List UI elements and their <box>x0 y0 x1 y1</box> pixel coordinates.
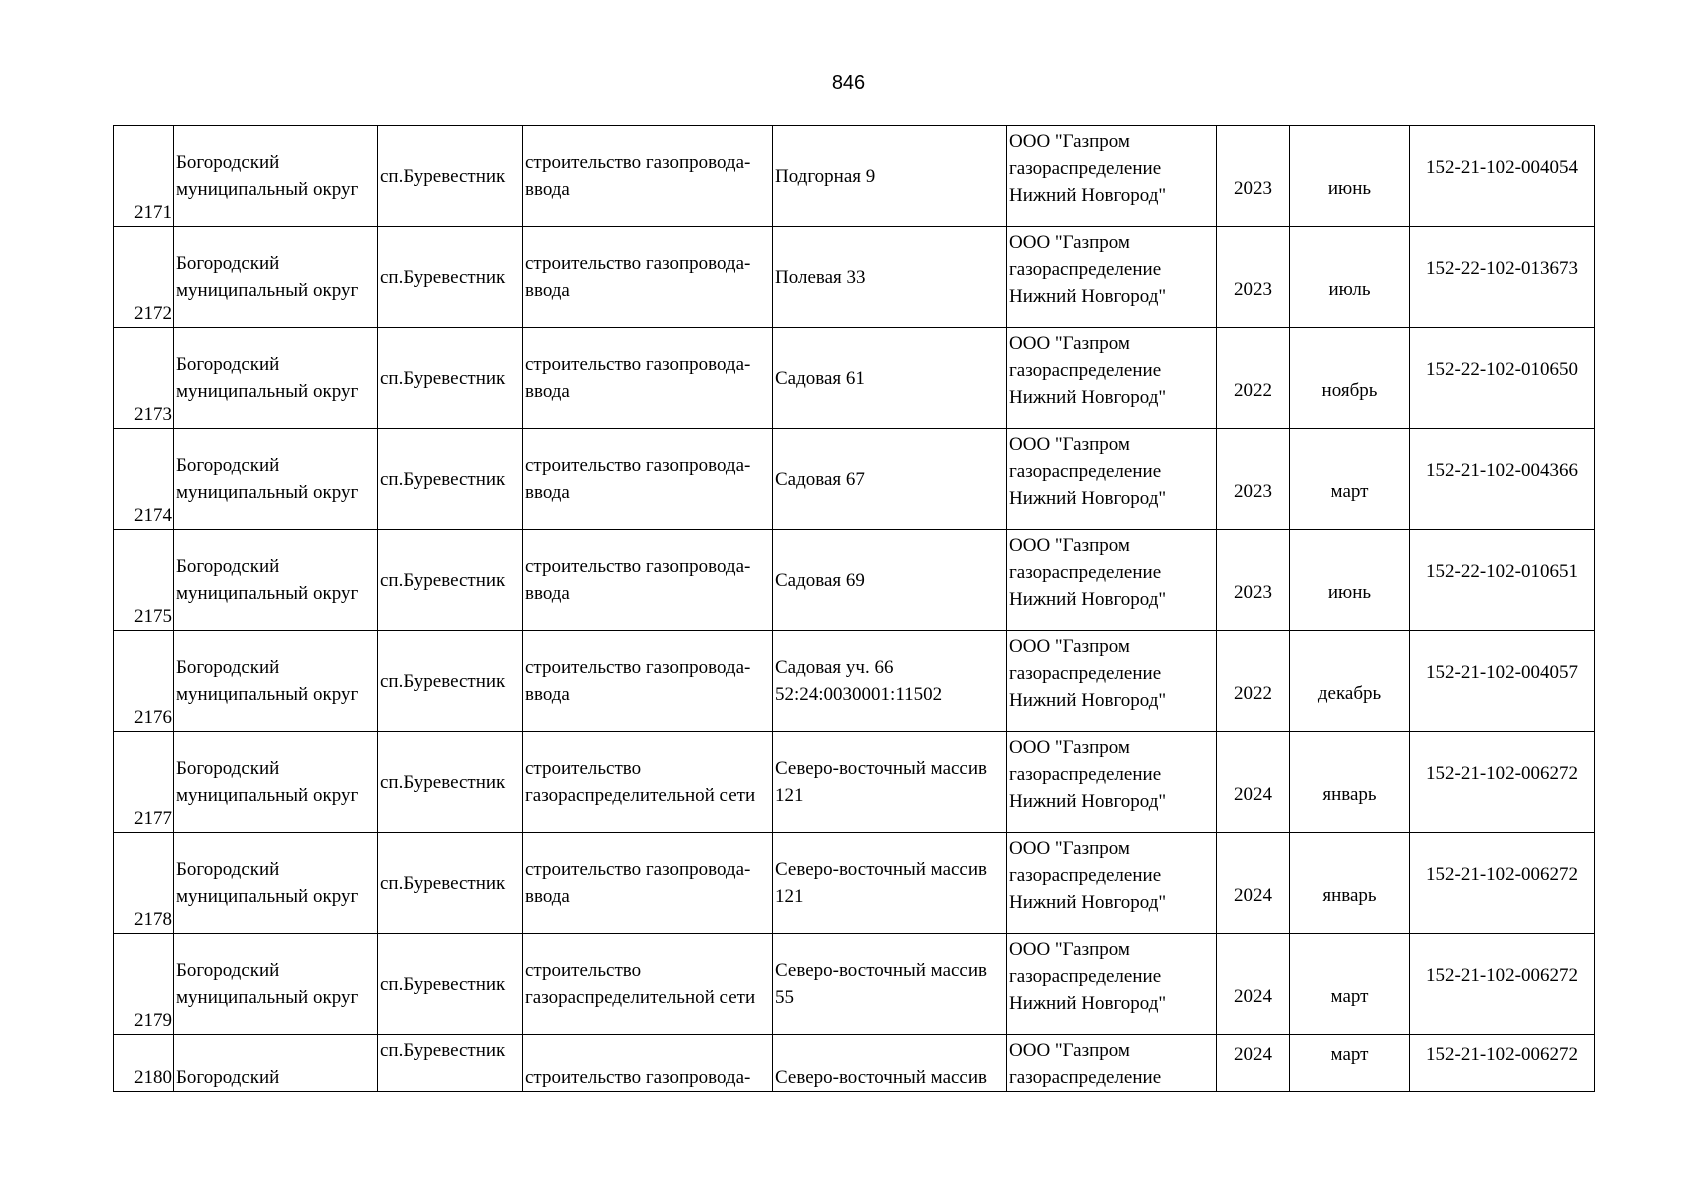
table-row <box>114 631 1595 732</box>
application-code-cell: 152-22-102-013673 <box>1410 227 1595 328</box>
month-cell: январь <box>1290 833 1410 934</box>
district-cell-line: муниципальный округ <box>176 684 359 705</box>
district-cell-line: муниципальный округ <box>176 583 359 604</box>
year-cell: 2022 <box>1217 631 1290 732</box>
work-type-cell-line: строительство газопровода- <box>525 556 751 577</box>
work-type-cell-line: ввода <box>525 381 570 402</box>
work-type-cell <box>523 328 773 429</box>
address-cell-line: Садовая 69 <box>775 569 865 591</box>
organization-cell <box>1007 227 1217 328</box>
address-cell-line: 121 <box>775 886 804 907</box>
organization-cell-line: газораспределение <box>1009 1067 1162 1088</box>
address-cell-line: Подгорная 9 <box>775 165 876 187</box>
district-cell-line: Богородский <box>176 657 280 678</box>
district-cell-line: муниципальный округ <box>176 785 359 806</box>
address-cell-line: 55 <box>775 987 794 1008</box>
district-cell <box>174 732 378 833</box>
address-cell <box>773 631 1007 732</box>
district-cell-line: муниципальный округ <box>176 280 359 301</box>
district-cell-line: муниципальный округ <box>176 179 359 200</box>
organization-cell-line: ООО "Газпром <box>1009 232 1130 253</box>
work-type-cell-line: ввода <box>525 280 570 301</box>
month-cell: июнь <box>1290 530 1410 631</box>
year-cell: 2024 <box>1217 1035 1290 1092</box>
gas-connection-registry-table <box>113 125 1595 1092</box>
organization-cell-line: газораспределение <box>1009 259 1162 280</box>
row-number-cell: 2172 <box>114 227 174 328</box>
settlement-cell: сп.Буревестник <box>378 934 523 1035</box>
table-row <box>114 934 1595 1035</box>
organization-cell-line: газораспределение <box>1009 562 1162 583</box>
page-number: 846 <box>831 72 866 94</box>
work-type-cell <box>523 833 773 934</box>
table-row <box>114 227 1595 328</box>
work-type-cell-line: газораспределительной сети <box>525 987 756 1008</box>
application-code-cell: 152-21-102-006272 <box>1410 1035 1595 1092</box>
year-cell: 2024 <box>1217 833 1290 934</box>
work-type-cell-line: строительство газопровода- <box>525 354 751 375</box>
address-cell-line: Северо-восточный массив <box>775 1067 988 1088</box>
organization-cell-line: Нижний Новгород" <box>1009 791 1167 812</box>
district-cell <box>174 833 378 934</box>
year-cell: 2023 <box>1217 429 1290 530</box>
month-cell: март <box>1290 934 1410 1035</box>
district-cell <box>174 1035 378 1092</box>
settlement-cell: сп.Буревестник <box>378 1035 523 1092</box>
address-cell-line: Северо-восточный массив <box>775 758 988 779</box>
address-cell <box>773 429 1007 530</box>
month-cell: март <box>1290 429 1410 530</box>
address-cell <box>773 732 1007 833</box>
month-cell: ноябрь <box>1290 328 1410 429</box>
district-cell-line: муниципальный округ <box>176 482 359 503</box>
settlement-cell: сп.Буревестник <box>378 429 523 530</box>
work-type-cell-line: строительство газопровода- <box>525 657 751 678</box>
settlement-cell: сп.Буревестник <box>378 530 523 631</box>
application-code-cell: 152-21-102-004057 <box>1410 631 1595 732</box>
district-cell-line: муниципальный округ <box>176 381 359 402</box>
address-cell <box>773 126 1007 227</box>
work-type-cell-line: ввода <box>525 886 570 907</box>
table-row <box>114 530 1595 631</box>
table-row <box>114 429 1595 530</box>
work-type-cell-line: строительство <box>525 758 642 779</box>
work-type-cell-line: ввода <box>525 179 570 200</box>
organization-cell-line: газораспределение <box>1009 966 1162 987</box>
year-cell: 2023 <box>1217 126 1290 227</box>
row-number-cell: 2174 <box>114 429 174 530</box>
month-cell: март <box>1290 1035 1410 1092</box>
year-cell: 2024 <box>1217 934 1290 1035</box>
work-type-cell-line: строительство газопровода- <box>525 455 751 476</box>
organization-cell-line: ООО "Газпром <box>1009 939 1130 960</box>
address-cell <box>773 328 1007 429</box>
row-number-cell: 2173 <box>114 328 174 429</box>
district-cell-line: Богородский <box>176 556 280 577</box>
table-row <box>114 732 1595 833</box>
organization-cell-line: газораспределение <box>1009 461 1162 482</box>
settlement-cell: сп.Буревестник <box>378 328 523 429</box>
organization-cell-line: газораспределение <box>1009 360 1162 381</box>
organization-cell <box>1007 530 1217 631</box>
district-cell <box>174 530 378 631</box>
application-code-cell: 152-21-102-004054 <box>1410 126 1595 227</box>
organization-cell-line: ООО "Газпром <box>1009 636 1130 657</box>
organization-cell-line: ООО "Газпром <box>1009 535 1130 556</box>
table-body <box>114 126 1595 1092</box>
work-type-cell-line: строительство газопровода- <box>525 859 751 880</box>
work-type-cell <box>523 934 773 1035</box>
work-type-cell-line: газораспределительной сети <box>525 785 756 806</box>
organization-cell-line: ООО "Газпром <box>1009 737 1130 758</box>
address-cell-line: 121 <box>775 785 804 806</box>
district-cell <box>174 631 378 732</box>
row-number-cell: 2175 <box>114 530 174 631</box>
settlement-cell: сп.Буревестник <box>378 833 523 934</box>
organization-cell <box>1007 631 1217 732</box>
address-cell-line: Полевая 33 <box>775 266 866 288</box>
organization-cell <box>1007 429 1217 530</box>
district-cell-line: Богородский <box>176 455 280 476</box>
organization-cell-line: газораспределение <box>1009 865 1162 886</box>
organization-cell-line: Нижний Новгород" <box>1009 690 1167 711</box>
table-row <box>114 328 1595 429</box>
application-code-cell: 152-22-102-010650 <box>1410 328 1595 429</box>
organization-cell-line: Нижний Новгород" <box>1009 993 1167 1014</box>
district-cell <box>174 126 378 227</box>
district-cell-line: Богородский <box>176 960 280 981</box>
work-type-cell-line: ввода <box>525 482 570 503</box>
address-cell <box>773 227 1007 328</box>
work-type-cell <box>523 1035 773 1092</box>
settlement-cell: сп.Буревестник <box>378 227 523 328</box>
address-cell-line: Садовая 67 <box>775 468 865 490</box>
table-row <box>114 126 1595 227</box>
organization-cell <box>1007 126 1217 227</box>
organization-cell-line: ООО "Газпром <box>1009 434 1130 455</box>
work-type-cell-line: ввода <box>525 684 570 705</box>
work-type-cell <box>523 530 773 631</box>
district-cell-line: Богородский <box>176 859 280 880</box>
district-cell-line: Богородский <box>176 354 280 375</box>
organization-cell-line: Нижний Новгород" <box>1009 488 1167 509</box>
application-code-cell: 152-21-102-006272 <box>1410 732 1595 833</box>
address-cell <box>773 530 1007 631</box>
work-type-cell-line: строительство газопровода- <box>525 253 751 274</box>
month-cell: январь <box>1290 732 1410 833</box>
address-cell <box>773 1035 1007 1092</box>
row-number-cell: 2176 <box>114 631 174 732</box>
work-type-cell-line: ввода <box>525 583 570 604</box>
month-cell: декабрь <box>1290 631 1410 732</box>
settlement-cell: сп.Буревестник <box>378 631 523 732</box>
address-cell-line: Садовая 61 <box>775 367 865 389</box>
organization-cell-line: газораспределение <box>1009 764 1162 785</box>
organization-cell-line: ООО "Газпром <box>1009 838 1130 859</box>
organization-cell-line: Нижний Новгород" <box>1009 286 1167 307</box>
organization-cell-line: Нижний Новгород" <box>1009 387 1167 408</box>
application-code-cell: 152-21-102-004366 <box>1410 429 1595 530</box>
address-cell-line: 52:24:0030001:11502 <box>775 684 943 705</box>
year-cell: 2022 <box>1217 328 1290 429</box>
row-number-cell: 2177 <box>114 732 174 833</box>
year-cell: 2023 <box>1217 530 1290 631</box>
application-code-cell: 152-21-102-006272 <box>1410 833 1595 934</box>
work-type-cell-line: строительство <box>525 960 642 981</box>
organization-cell-line: Нижний Новгород" <box>1009 185 1167 206</box>
district-cell-line: Богородский <box>176 758 280 779</box>
work-type-cell <box>523 631 773 732</box>
organization-cell <box>1007 934 1217 1035</box>
month-cell: июнь <box>1290 126 1410 227</box>
organization-cell-line: Нижний Новгород" <box>1009 589 1167 610</box>
district-cell <box>174 429 378 530</box>
work-type-cell-line: строительство газопровода- <box>525 1067 751 1088</box>
district-cell-line: Богородский <box>176 152 280 173</box>
organization-cell <box>1007 732 1217 833</box>
table-row <box>114 1035 1595 1092</box>
work-type-cell <box>523 732 773 833</box>
organization-cell-line: ООО "Газпром <box>1009 1040 1130 1061</box>
organization-cell-line: газораспределение <box>1009 663 1162 684</box>
year-cell: 2023 <box>1217 227 1290 328</box>
row-number-cell: 2179 <box>114 934 174 1035</box>
month-cell: июль <box>1290 227 1410 328</box>
district-cell-line: муниципальный округ <box>176 886 359 907</box>
year-cell: 2024 <box>1217 732 1290 833</box>
organization-cell-line: Нижний Новгород" <box>1009 892 1167 913</box>
work-type-cell <box>523 126 773 227</box>
address-cell <box>773 833 1007 934</box>
address-cell <box>773 934 1007 1035</box>
row-number-cell: 2178 <box>114 833 174 934</box>
district-cell <box>174 227 378 328</box>
district-cell-line: муниципальный округ <box>176 987 359 1008</box>
settlement-cell: сп.Буревестник <box>378 126 523 227</box>
district-cell <box>174 934 378 1035</box>
table-row <box>114 833 1595 934</box>
work-type-cell <box>523 227 773 328</box>
district-cell-line: Богородский <box>176 1067 280 1088</box>
work-type-cell-line: строительство газопровода- <box>525 152 751 173</box>
address-cell-line: Северо-восточный массив <box>775 859 988 880</box>
settlement-cell: сп.Буревестник <box>378 732 523 833</box>
district-cell-line: Богородский <box>176 253 280 274</box>
address-cell-line: Северо-восточный массив <box>775 960 988 981</box>
application-code-cell: 152-21-102-006272 <box>1410 934 1595 1035</box>
address-cell-line: Садовая уч. 66 <box>775 657 894 678</box>
district-cell <box>174 328 378 429</box>
organization-cell-line: ООО "Газпром <box>1009 131 1130 152</box>
organization-cell <box>1007 833 1217 934</box>
organization-cell-line: ООО "Газпром <box>1009 333 1130 354</box>
organization-cell <box>1007 1035 1217 1092</box>
application-code-cell: 152-22-102-010651 <box>1410 530 1595 631</box>
organization-cell <box>1007 328 1217 429</box>
row-number-cell: 2180 <box>114 1035 174 1092</box>
row-number-cell: 2171 <box>114 126 174 227</box>
organization-cell-line: газораспределение <box>1009 158 1162 179</box>
work-type-cell <box>523 429 773 530</box>
